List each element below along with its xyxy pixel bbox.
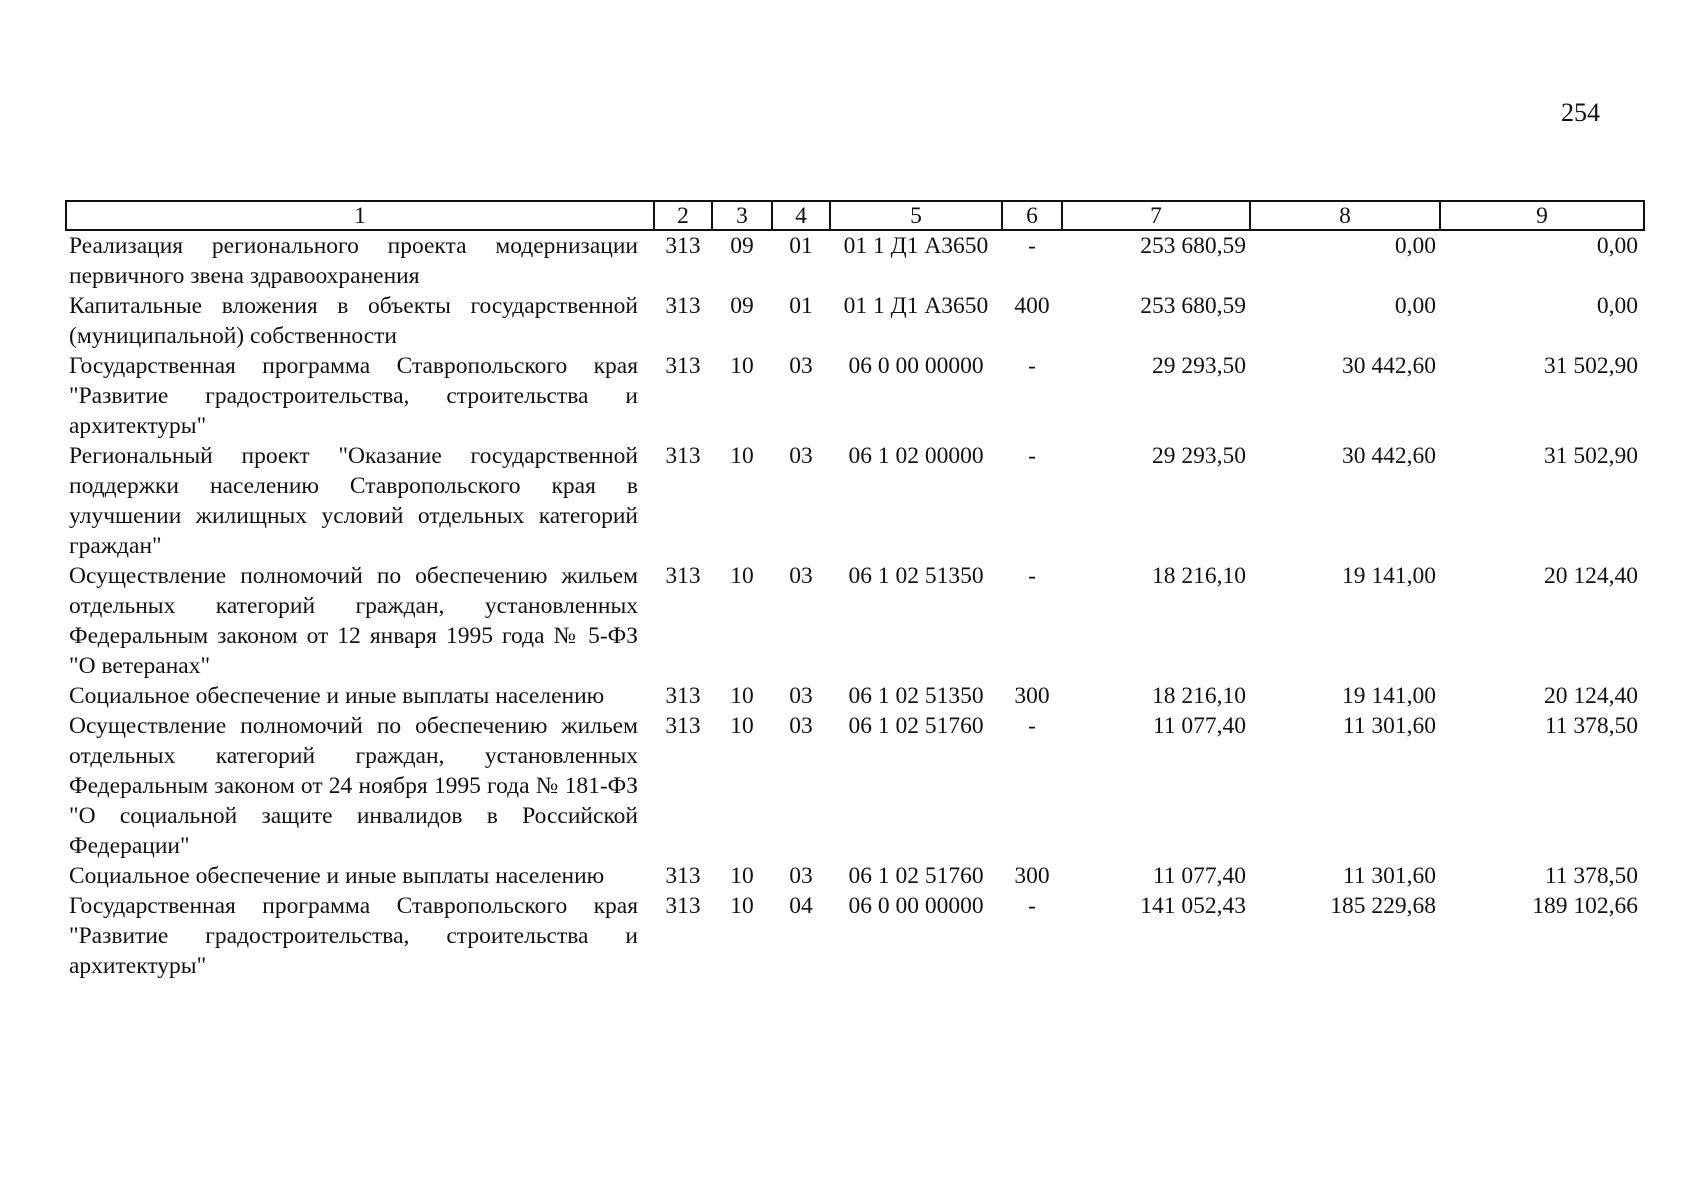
table-row bbox=[66, 711, 1644, 861]
expense-type-code: - bbox=[1028, 233, 1036, 259]
column-header-4: 4 bbox=[772, 201, 830, 230]
target-code: 06 0 00 00000 bbox=[848, 353, 984, 379]
admin-code: 313 bbox=[665, 443, 701, 469]
expense-type-code: - bbox=[1028, 713, 1036, 739]
expense-type-code: 300 bbox=[1014, 863, 1050, 889]
amount-year-1: 18 216,10 bbox=[1152, 563, 1246, 589]
section-code: 09 bbox=[730, 293, 754, 319]
expense-name: Государственная программа Ставропольского края "Развитие градостроительства, строительства и архитектуры" bbox=[69, 353, 638, 439]
amount-year-3: 189 102,66 bbox=[1532, 893, 1638, 919]
expense-type-code: - bbox=[1028, 563, 1036, 589]
expense-name: Социальное обеспечение и иные выплаты населению bbox=[69, 683, 605, 709]
admin-code: 313 bbox=[665, 713, 701, 739]
expense-type-code: 400 bbox=[1014, 293, 1050, 319]
admin-code: 313 bbox=[665, 863, 701, 889]
amount-year-1: 29 293,50 bbox=[1152, 443, 1246, 469]
budget-table bbox=[65, 200, 1645, 981]
table-row bbox=[66, 291, 1644, 351]
amount-year-1: 11 077,40 bbox=[1152, 713, 1246, 739]
target-code: 06 1 02 51760 bbox=[848, 863, 984, 889]
page-number: 254 bbox=[1561, 98, 1600, 127]
column-header-2: 2 bbox=[654, 201, 712, 230]
amount-year-3: 0,00 bbox=[1596, 233, 1638, 259]
amount-year-2: 11 301,60 bbox=[1342, 863, 1436, 889]
amount-year-2: 30 442,60 bbox=[1342, 353, 1436, 379]
expense-type-code: 300 bbox=[1014, 683, 1050, 709]
section-code: 10 bbox=[730, 863, 754, 889]
amount-year-3: 11 378,50 bbox=[1544, 863, 1638, 889]
table-row bbox=[66, 230, 1644, 291]
admin-code: 313 bbox=[665, 893, 701, 919]
expense-name: Социальное обеспечение и иные выплаты населению bbox=[69, 863, 605, 889]
admin-code: 313 bbox=[665, 353, 701, 379]
table-row bbox=[66, 351, 1644, 441]
subsection-code: 04 bbox=[789, 893, 813, 919]
table-row bbox=[66, 681, 1644, 711]
target-code: 06 0 00 00000 bbox=[848, 893, 984, 919]
section-code: 09 bbox=[730, 233, 754, 259]
column-header-7: 7 bbox=[1062, 201, 1250, 230]
expense-name: Реализация регионального проекта модернизации первичного звена здравоохранения bbox=[69, 233, 638, 289]
column-header-3: 3 bbox=[712, 201, 772, 230]
target-code: 06 1 02 00000 bbox=[848, 443, 984, 469]
amount-year-1: 11 077,40 bbox=[1152, 863, 1246, 889]
amount-year-3: 20 124,40 bbox=[1544, 683, 1638, 709]
target-code: 01 1 Д1 А3650 bbox=[843, 233, 989, 259]
amount-year-2: 11 301,60 bbox=[1342, 713, 1436, 739]
column-header-8: 8 bbox=[1250, 201, 1440, 230]
amount-year-1: 141 052,43 bbox=[1140, 893, 1246, 919]
subsection-code: 01 bbox=[789, 233, 813, 259]
subsection-code: 03 bbox=[789, 713, 813, 739]
section-code: 10 bbox=[730, 893, 754, 919]
target-code: 06 1 02 51350 bbox=[848, 563, 984, 589]
expense-name: Капитальные вложения в объекты государственной (муниципальной) собственности bbox=[69, 293, 638, 349]
amount-year-1: 253 680,59 bbox=[1140, 233, 1246, 259]
target-code: 06 1 02 51350 bbox=[848, 683, 984, 709]
table-row bbox=[66, 861, 1644, 891]
amount-year-2: 19 141,00 bbox=[1342, 563, 1436, 589]
amount-year-2: 19 141,00 bbox=[1342, 683, 1436, 709]
amount-year-3: 0,00 bbox=[1596, 293, 1638, 319]
admin-code: 313 bbox=[665, 233, 701, 259]
section-code: 10 bbox=[730, 683, 754, 709]
section-code: 10 bbox=[730, 713, 754, 739]
expense-type-code: - bbox=[1028, 353, 1036, 379]
column-header-9: 9 bbox=[1440, 201, 1644, 230]
table-row bbox=[66, 441, 1644, 561]
subsection-code: 03 bbox=[789, 353, 813, 379]
subsection-code: 03 bbox=[789, 443, 813, 469]
expense-name: Осуществление полномочий по обеспечению жильем отдельных категорий граждан, установленных Федеральным законом от 24 ноября 1995 года № 181-ФЗ "О социальной защите инвалидов в Российской Федерации" bbox=[69, 713, 638, 859]
amount-year-2: 30 442,60 bbox=[1342, 443, 1436, 469]
subsection-code: 03 bbox=[789, 863, 813, 889]
column-number-header-row bbox=[66, 201, 1644, 230]
amount-year-1: 18 216,10 bbox=[1152, 683, 1246, 709]
column-header-1: 1 bbox=[66, 201, 654, 230]
amount-year-1: 29 293,50 bbox=[1152, 353, 1246, 379]
table-row bbox=[66, 891, 1644, 981]
target-code: 01 1 Д1 А3650 bbox=[843, 293, 989, 319]
subsection-code: 03 bbox=[789, 683, 813, 709]
target-code: 06 1 02 51760 bbox=[848, 713, 984, 739]
amount-year-3: 31 502,90 bbox=[1544, 443, 1638, 469]
amount-year-3: 20 124,40 bbox=[1544, 563, 1638, 589]
amount-year-2: 0,00 bbox=[1394, 293, 1436, 319]
amount-year-3: 31 502,90 bbox=[1544, 353, 1638, 379]
amount-year-1: 253 680,59 bbox=[1140, 293, 1246, 319]
amount-year-2: 185 229,68 bbox=[1330, 893, 1436, 919]
table-row bbox=[66, 561, 1644, 681]
amount-year-3: 11 378,50 bbox=[1544, 713, 1638, 739]
column-header-5: 5 bbox=[830, 201, 1002, 230]
section-code: 10 bbox=[730, 443, 754, 469]
expense-type-code: - bbox=[1028, 443, 1036, 469]
expense-name: Осуществление полномочий по обеспечению жильем отдельных категорий граждан, установленных Федеральным законом от 12 января 1995 года № 5-ФЗ "О ветеранах" bbox=[69, 563, 638, 679]
column-header-6: 6 bbox=[1002, 201, 1062, 230]
admin-code: 313 bbox=[665, 563, 701, 589]
expense-name: Государственная программа Ставропольского края "Развитие градостроительства, строительства и архитектуры" bbox=[69, 893, 638, 979]
subsection-code: 01 bbox=[789, 293, 813, 319]
admin-code: 313 bbox=[665, 293, 701, 319]
expense-name: Региональный проект "Оказание государственной поддержки населению Ставропольского края в улучшении жилищных условий отдельных категорий граждан" bbox=[69, 443, 638, 559]
amount-year-2: 0,00 bbox=[1394, 233, 1436, 259]
expense-type-code: - bbox=[1028, 893, 1036, 919]
section-code: 10 bbox=[730, 563, 754, 589]
section-code: 10 bbox=[730, 353, 754, 379]
subsection-code: 03 bbox=[789, 563, 813, 589]
admin-code: 313 bbox=[665, 683, 701, 709]
